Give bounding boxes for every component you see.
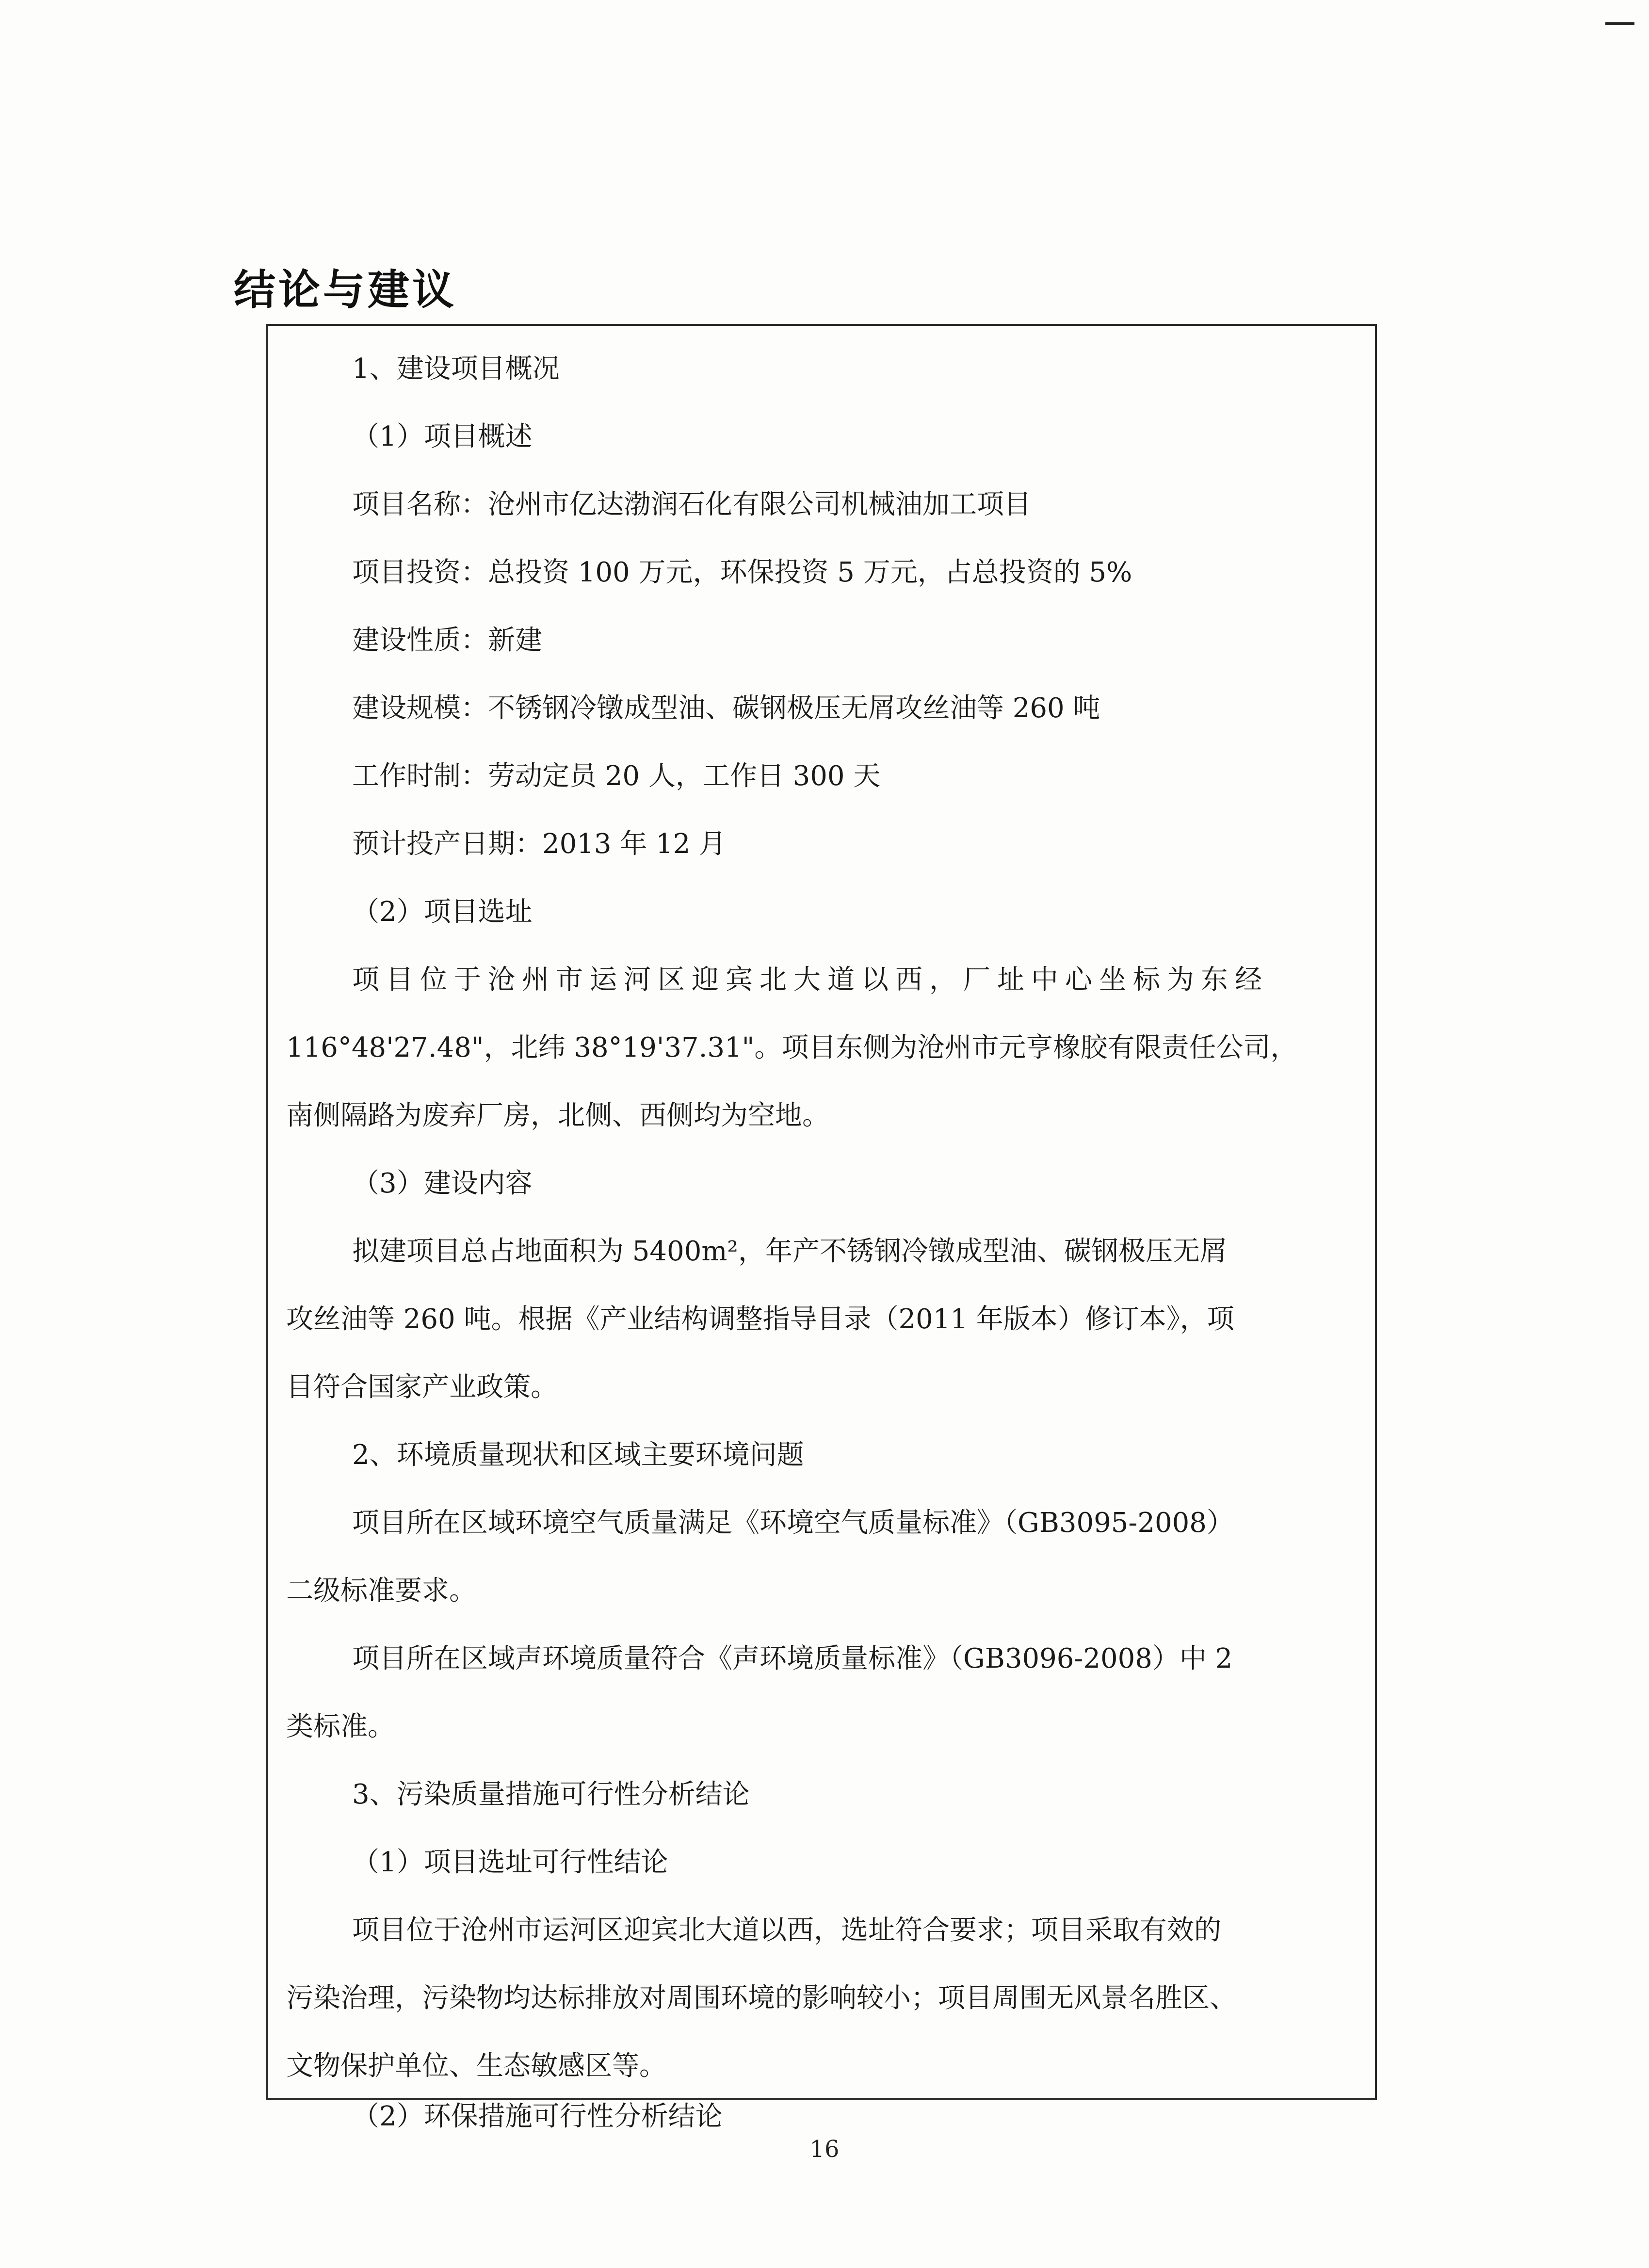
heading-project-overview: 1、建设项目概况 [352, 353, 560, 385]
heading-pollution-measures: 3、污染质量措施可行性分析结论 [352, 1779, 750, 1810]
air-quality-line-2: 二级标准要求。 [286, 1575, 476, 1607]
section-title: 结论与建议 [234, 266, 457, 314]
subheading-construction: （3）建设内容 [352, 1168, 533, 1199]
site-paragraph-line-1: 项目位于沧州市运河区迎宾北大道以西，厂址中心坐标为东经 [352, 964, 1269, 996]
subheading-site: （2）项目选址 [352, 896, 533, 928]
construction-paragraph-line-2: 攻丝油等 260 吨。根据《产业结构调整指导目录（2011 年版本）修订本》，项 [286, 1303, 1234, 1335]
site-paragraph-line-3: 南侧隔路为废弃厂房，北侧、西侧均为空地。 [286, 1100, 829, 1131]
noise-quality-line-1: 项目所在区域声环境质量符合《声环境质量标准》（GB3096-2008）中 2 [352, 1643, 1233, 1674]
construction-scale-line: 建设规模：不锈钢冷镦成型油、碳钢极压无屑攻丝油等 260 吨 [352, 692, 1100, 724]
air-quality-line-1: 项目所在区域环境空气质量满足《环境空气质量标准》（GB3095-2008） [352, 1507, 1234, 1539]
construction-paragraph-line-3: 目符合国家产业政策。 [286, 1371, 558, 1403]
construction-nature-line: 建设性质：新建 [352, 625, 542, 656]
work-schedule-line: 工作时制：劳动定员 20 人，工作日 300 天 [352, 760, 881, 792]
project-investment-line: 项目投资：总投资 100 万元，环保投资 5 万元，占总投资的 5% [352, 557, 1132, 588]
construction-paragraph-line-1: 拟建项目总占地面积为 5400m²，年产不锈钢冷镦成型油、碳钢极压无屑 [352, 1236, 1227, 1267]
production-date-line: 预计投产日期：2013 年 12 月 [352, 828, 727, 860]
page-number: 16 [809, 2136, 840, 2163]
scan-corner-mark [1605, 22, 1634, 25]
subheading-site-feasibility: （1）项目选址可行性结论 [352, 1847, 668, 1878]
site-feasibility-line-2: 污染治理，污染物均达标排放对周围环境的影响较小；项目周围无风景名胜区、 [286, 1982, 1237, 2014]
site-paragraph-line-2: 116°48'27.48"，北纬 38°19'37.31"。项目东侧为沧州市元亨橡胶有限责任公司， [286, 1032, 1298, 1063]
subheading-measures-feasibility: （2）环保措施可行性分析结论 [352, 2101, 723, 2132]
noise-quality-line-2: 类标准。 [286, 1711, 395, 1742]
site-feasibility-line-3: 文物保护单位、生态敏感区等。 [286, 2050, 666, 2082]
heading-environment-quality: 2、环境质量现状和区域主要环境问题 [352, 1439, 804, 1471]
project-name-line: 项目名称：沧州市亿达渤润石化有限公司机械油加工项目 [352, 489, 1031, 520]
content-box [266, 324, 1377, 2100]
site-feasibility-line-1: 项目位于沧州市运河区迎宾北大道以西，选址符合要求；项目采取有效的 [352, 1914, 1221, 1946]
subheading-summary: （1）项目概述 [352, 421, 533, 452]
